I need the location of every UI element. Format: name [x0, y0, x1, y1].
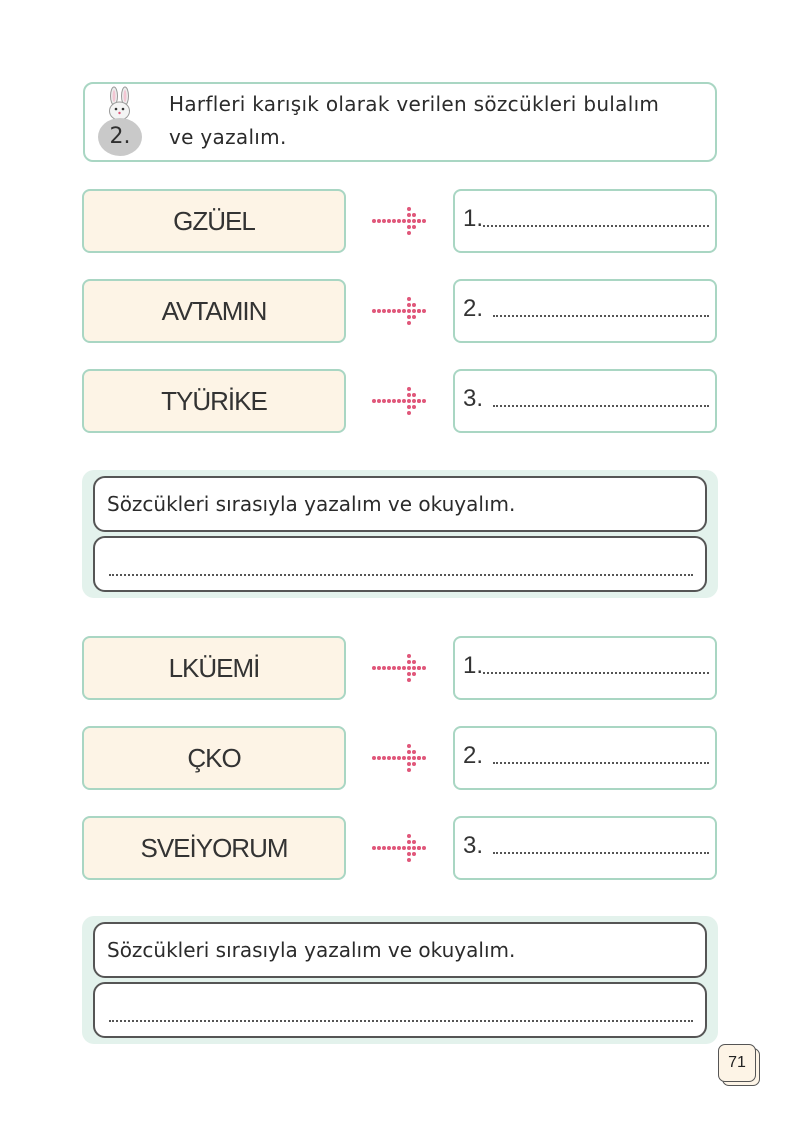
writing-line[interactable] [493, 315, 709, 317]
panel-title: Sözcükleri sırasıyla yazalım ve okuyalım. [107, 938, 516, 962]
answer-field-5[interactable] [453, 726, 717, 790]
sentence-panel-1 [82, 470, 718, 598]
writing-line[interactable] [493, 762, 709, 764]
dotted-arrow-icon [371, 743, 427, 773]
answer-number: 1. [463, 652, 484, 679]
task-badge [95, 86, 145, 160]
dotted-arrow-icon [371, 206, 427, 236]
panel-title-box [93, 476, 707, 532]
writing-line[interactable] [109, 574, 693, 576]
answer-number: 1. [463, 205, 484, 232]
answer-field-2[interactable] [453, 279, 717, 343]
rabbit-icon [95, 86, 145, 122]
sentence-write-field[interactable] [93, 982, 707, 1038]
answer-number: 3. [463, 832, 484, 859]
panel-title: Sözcükleri sırasıyla yazalım ve okuyalım. [107, 492, 516, 516]
dotted-arrow-icon [371, 386, 427, 416]
task-number: 2. [98, 118, 142, 156]
page-number-badge [718, 1044, 760, 1086]
writing-line[interactable] [493, 405, 709, 407]
scrambled-word-4: LKÜEMİ [82, 636, 346, 700]
answer-field-4[interactable] [453, 636, 717, 700]
task-header [83, 82, 717, 162]
scrambled-word-1: GZÜEL [82, 189, 346, 253]
writing-line[interactable] [483, 225, 709, 227]
task-instruction: Harfleri karışık olarak verilen sözcükleri bulalım ve yazalım. [169, 92, 660, 149]
scrambled-word-5: ÇKO [82, 726, 346, 790]
answer-number: 2. [463, 295, 484, 322]
sentence-panel-2 [82, 916, 718, 1044]
answer-field-6[interactable] [453, 816, 717, 880]
answer-number: 2. [463, 742, 484, 769]
dotted-arrow-icon [371, 833, 427, 863]
writing-line[interactable] [493, 852, 709, 854]
dotted-arrow-icon [371, 653, 427, 683]
writing-line[interactable] [109, 1020, 693, 1022]
scrambled-word-3: TYÜRİKE [82, 369, 346, 433]
scrambled-word-2: AVTAMIN [82, 279, 346, 343]
answer-number: 3. [463, 385, 484, 412]
writing-line[interactable] [483, 672, 709, 674]
scrambled-word-6: SVEİYORUM [82, 816, 346, 880]
answer-field-1[interactable] [453, 189, 717, 253]
sentence-write-field[interactable] [93, 536, 707, 592]
dotted-arrow-icon [371, 296, 427, 326]
panel-title-box [93, 922, 707, 978]
answer-field-3[interactable] [453, 369, 717, 433]
page-number: 71 [718, 1044, 756, 1082]
